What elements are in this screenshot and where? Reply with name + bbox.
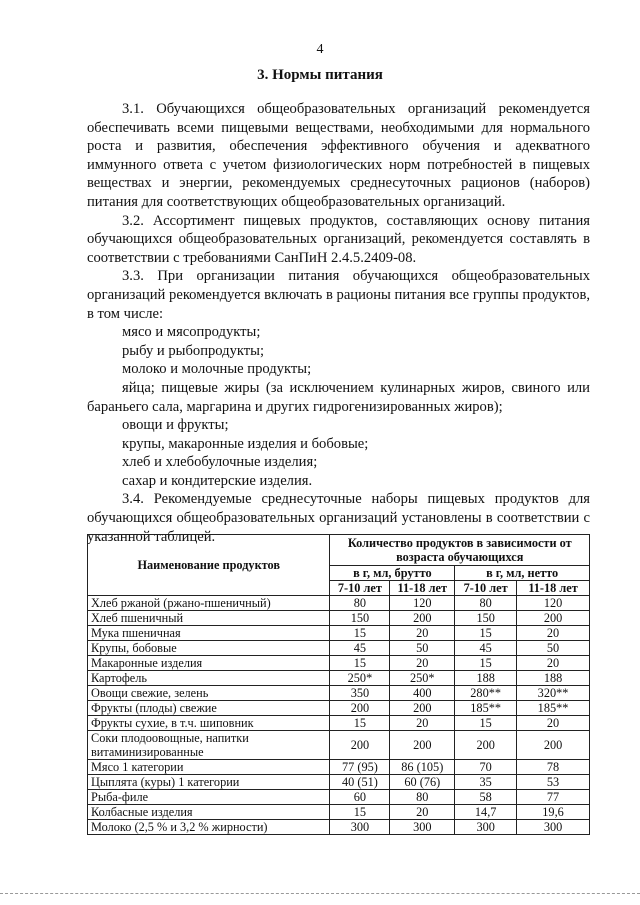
product-group-item: крупы, макаронные изделия и бобовые;: [122, 435, 369, 452]
product-group-item: сахар и кондитерские изделия.: [122, 472, 313, 489]
product-group-item: хлеб и хлебобулочные изделия;: [122, 454, 318, 471]
quantity-cell: 400: [390, 686, 455, 701]
quantity-cell: 50: [390, 641, 455, 656]
section-title: 3. Нормы питания: [257, 67, 383, 83]
quantity-cell: 45: [330, 641, 390, 656]
table-row: [88, 701, 590, 716]
quantity-cell: 19,6: [517, 805, 590, 820]
food-norms-table: [87, 534, 590, 835]
table-row: [88, 656, 590, 671]
quantity-cell: 250*: [330, 671, 390, 686]
quantity-cell: 14,7: [455, 805, 517, 820]
quantity-cell: 320**: [517, 686, 590, 701]
table-row: [88, 760, 590, 775]
quantity-cell: 15: [455, 626, 517, 641]
column-header-age: 11-18 лет: [517, 581, 590, 596]
quantity-cell: 60 (76): [390, 775, 455, 790]
quantity-cell: 20: [390, 626, 455, 641]
product-name-cell: Молоко (2,5 % и 3,2 % жирности): [88, 820, 330, 835]
quantity-cell: 150: [330, 611, 390, 626]
column-header-quantity: Количество продуктов в зависимости от возраста обучающихся: [330, 535, 590, 566]
table-row: [88, 775, 590, 790]
column-header-product-name: Наименование продуктов: [88, 535, 330, 596]
quantity-cell: 185**: [517, 701, 590, 716]
quantity-cell: 77 (95): [330, 760, 390, 775]
table-row: [88, 611, 590, 626]
quantity-cell: 120: [390, 596, 455, 611]
column-header-net: в г, мл, нетто: [455, 566, 590, 581]
quantity-cell: 20: [517, 656, 590, 671]
quantity-cell: 200: [330, 701, 390, 716]
table-body: [88, 596, 590, 835]
product-name-cell: Картофель: [88, 671, 330, 686]
product-group-item: рыбу и рыбопродукты;: [122, 342, 265, 359]
table-row: [88, 686, 590, 701]
quantity-cell: 53: [517, 775, 590, 790]
quantity-cell: 80: [455, 596, 517, 611]
product-name-cell: Макаронные изделия: [88, 656, 330, 671]
quantity-cell: 50: [517, 641, 590, 656]
quantity-cell: 250*: [390, 671, 455, 686]
quantity-cell: 188: [517, 671, 590, 686]
quantity-cell: 77: [517, 790, 590, 805]
quantity-cell: 200: [390, 701, 455, 716]
quantity-cell: 45: [455, 641, 517, 656]
paragraph-3-2: 3.2. Ассортимент пищевых продуктов, составляющих основу питания обучающихся общеобразовательных организаций, рекомендуется составлять в соответствии с требованиями СанПиН 2.4.5.2409-08.: [87, 212, 590, 266]
column-header-gross: в г, мл, брутто: [330, 566, 455, 581]
quantity-cell: 70: [455, 760, 517, 775]
quantity-cell: 20: [517, 716, 590, 731]
quantity-cell: 150: [455, 611, 517, 626]
quantity-cell: 35: [455, 775, 517, 790]
quantity-cell: 58: [455, 790, 517, 805]
quantity-cell: 350: [330, 686, 390, 701]
table-row: [88, 790, 590, 805]
quantity-cell: 15: [455, 716, 517, 731]
quantity-cell: 60: [330, 790, 390, 805]
product-name-cell: Мука пшеничная: [88, 626, 330, 641]
quantity-cell: 300: [455, 820, 517, 835]
quantity-cell: 300: [330, 820, 390, 835]
paragraph-3-4: 3.4. Рекомендуемые среднесуточные наборы пищевых продуктов для обучающихся общеобразовательных организаций установлены в соответствии с указанной таблицей.: [87, 491, 590, 545]
document-body: [87, 100, 590, 546]
column-header-age: 11-18 лет: [390, 581, 455, 596]
page-bottom-divider: [0, 893, 640, 894]
product-name-cell: Фрукты сухие, в т.ч. шиповник: [88, 716, 330, 731]
quantity-cell: 200: [517, 731, 590, 760]
quantity-cell: 15: [455, 656, 517, 671]
quantity-cell: 120: [517, 596, 590, 611]
quantity-cell: 200: [390, 611, 455, 626]
quantity-cell: 40 (51): [330, 775, 390, 790]
product-name-cell: Колбасные изделия: [88, 805, 330, 820]
quantity-cell: 300: [390, 820, 455, 835]
quantity-cell: 15: [330, 656, 390, 671]
quantity-cell: 200: [517, 611, 590, 626]
quantity-cell: 188: [455, 671, 517, 686]
quantity-cell: 280**: [455, 686, 517, 701]
product-group-item: овощи и фрукты;: [122, 417, 229, 434]
column-header-age: 7-10 лет: [455, 581, 517, 596]
product-name-cell: Рыба-филе: [88, 790, 330, 805]
quantity-cell: 15: [330, 626, 390, 641]
product-group-item: яйца; пищевые жиры (за исключением кулинарных жиров, свиного или бараньего сала, маргарина и других гидрогенизированных жиров);: [87, 379, 590, 415]
quantity-cell: 86 (105): [390, 760, 455, 775]
quantity-cell: 200: [390, 731, 455, 760]
quantity-cell: 20: [517, 626, 590, 641]
product-group-item: мясо и мясопродукты;: [122, 324, 261, 341]
product-group-item: молоко и молочные продукты;: [122, 361, 312, 378]
table-row: [88, 805, 590, 820]
quantity-cell: 20: [390, 656, 455, 671]
table-row: [88, 671, 590, 686]
quantity-cell: 20: [390, 716, 455, 731]
paragraph-3-1: 3.1. Обучающихся общеобразовательных организаций рекомендуется обеспечивать всеми пищевыми веществами, необходимыми для нормального роста и развития, обеспечения эффективного обучения и адекватного иммунного ответа с учетом физиологических норм потребностей в пищевых веществах и энергии, рекомендуемых среднесуточных рационов (наборов) питания для соответствующих общеобразовательных организаций.: [87, 101, 590, 210]
quantity-cell: 15: [330, 805, 390, 820]
product-name-cell: Соки плодоовощные, напитки витаминизированные: [88, 731, 330, 760]
quantity-cell: 80: [330, 596, 390, 611]
table-row: [88, 731, 590, 760]
table-row: [88, 626, 590, 641]
quantity-cell: 15: [330, 716, 390, 731]
quantity-cell: 300: [517, 820, 590, 835]
table-row: [88, 716, 590, 731]
table-row: [88, 596, 590, 611]
quantity-cell: 200: [455, 731, 517, 760]
quantity-cell: 200: [330, 731, 390, 760]
quantity-cell: 78: [517, 760, 590, 775]
product-name-cell: Крупы, бобовые: [88, 641, 330, 656]
product-name-cell: Хлеб пшеничный: [88, 611, 330, 626]
quantity-cell: 80: [390, 790, 455, 805]
page-number: 4: [316, 42, 324, 57]
product-name-cell: Овощи свежие, зелень: [88, 686, 330, 701]
product-name-cell: Хлеб ржаной (ржано-пшеничный): [88, 596, 330, 611]
column-header-age: 7-10 лет: [330, 581, 390, 596]
quantity-cell: 20: [390, 805, 455, 820]
table-row: [88, 641, 590, 656]
product-name-cell: Цыплята (куры) 1 категории: [88, 775, 330, 790]
product-name-cell: Фрукты (плоды) свежие: [88, 701, 330, 716]
quantity-cell: 185**: [455, 701, 517, 716]
table-row: [88, 820, 590, 835]
paragraph-3-3: 3.3. При организации питания обучающихся общеобразовательных организаций рекомендуется включать в рационы питания все группы продуктов, в том числе:: [87, 268, 590, 322]
product-name-cell: Мясо 1 категории: [88, 760, 330, 775]
